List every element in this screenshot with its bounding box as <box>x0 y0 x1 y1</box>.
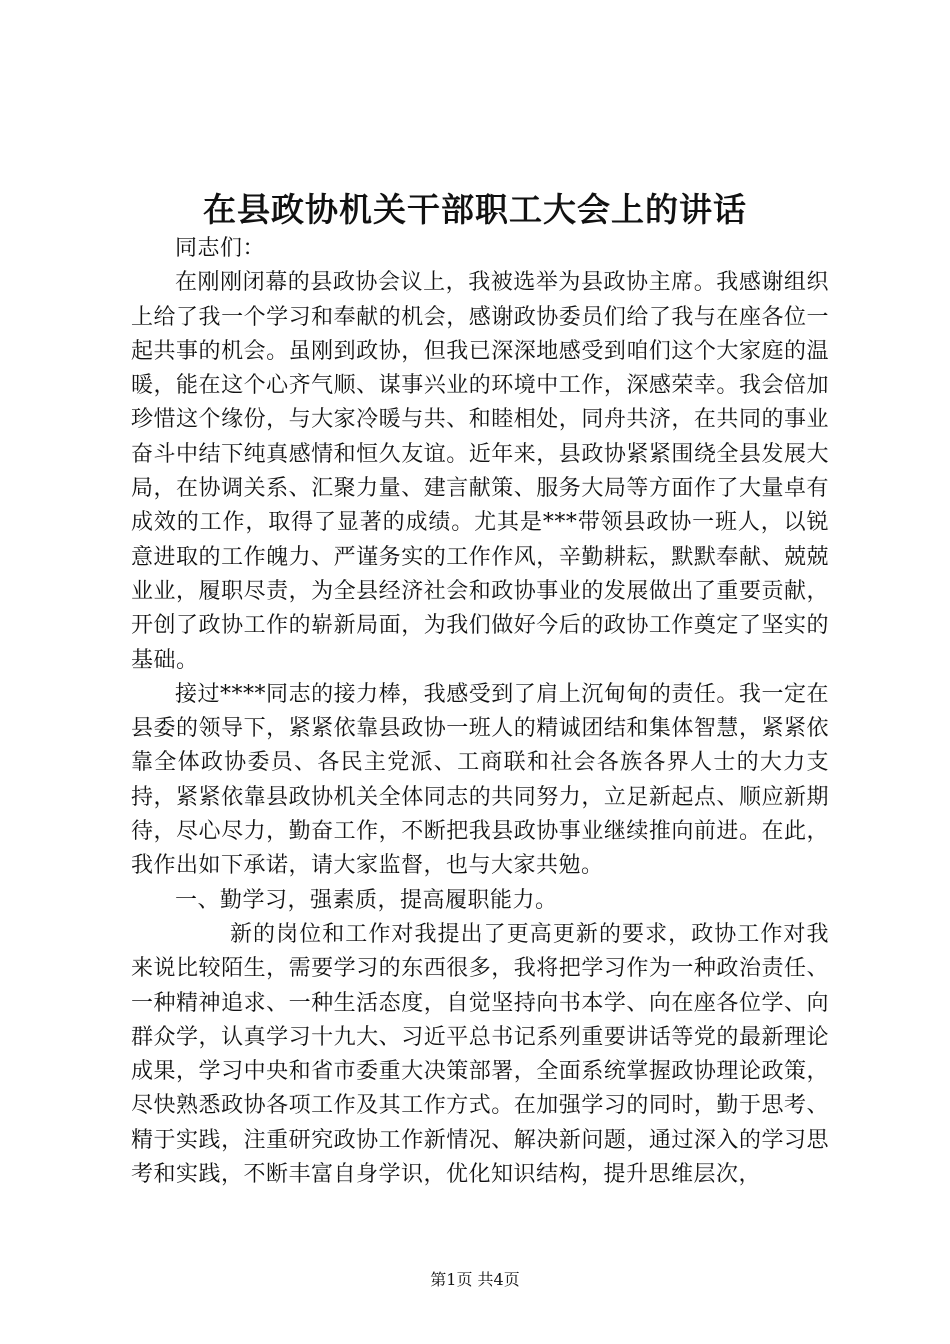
document-body <box>131 232 829 1192</box>
section-heading-1: 一、勤学习，强素质，提高履职能力。 <box>175 887 558 913</box>
paragraph-1: 在刚刚闭幕的县政协会议上，我被选举为县政协主席。我感谢组织上给了我一个学习和奉献的机会，感谢政协委员们给了我与在座各位一起共事的机会。虽刚到政协，但我已深深地感受到咱们这个大家庭的温暖，能在这个心齐气顺、谋事兴业的环境中工作，深感荣幸。我会倍加珍惜这个缘份，与大家冷暖与共、和睦相处，同舟共济，在共同的事业奋斗中结下纯真感情和恒久友谊。近年来，县政协紧紧围绕全县发展大局，在协调关系、汇聚力量、建言献策、服务大局等方面作了大量卓有成效的工作，取得了显著的成绩。尤其是***带领县政协一班人，以锐意进取的工作魄力、严谨务实的工作作风，辛勤耕耘，默默奉献、兢兢业业，履职尽责，为全县经济社会和政协事业的发展做出了重要贡献，开创了政协工作的崭新局面，为我们做好今后的政协工作奠定了坚实的基础。 <box>131 270 829 673</box>
paragraph-salutation: 同志们： <box>175 236 266 261</box>
paragraph-2: 接过****同志的接力棒，我感受到了肩上沉甸甸的责任。我一定在县委的领导下，紧紧依靠县政协一班人的精诚团结和集体智慧，紧紧依靠全体政协委员、各民主党派、工商联和社会各族各界人士的大力支持，紧紧依靠县政协机关全体同志的共同努力，立足新起点、顺应新期待，尽心尽力，勤奋工作，不断把我县政协事业继续推向前进。在此，我作出如下承诺，请大家监督，也与大家共勉。 <box>131 681 829 879</box>
paragraph-3: 新的岗位和工作对我提出了更高更新的要求，政协工作对我来说比较陌生，需要学习的东西很多，我将把学习作为一种政治责任、一种精神追求、一种生活态度，自觉坚持向书本学、向在座各位学、向群众学，认真学习十九大、习近平总书记系列重要讲话等党的最新理论成果，学习中央和省市委重大决策部署，全面系统掌握政协理论政策，尽快熟悉政协各项工作及其工作方式。在加强学习的同时，勤于思考、精于实践，注重研究政协工作新情况、解决新问题，通过深入的学习思考和实践，不断丰富自身学识，优化知识结构，提升思维层次， <box>131 921 829 1188</box>
document-title: 在县政协机关干部职工大会上的讲话 <box>203 190 747 229</box>
page-footer: 第1页 共4页 <box>430 1270 520 1289</box>
